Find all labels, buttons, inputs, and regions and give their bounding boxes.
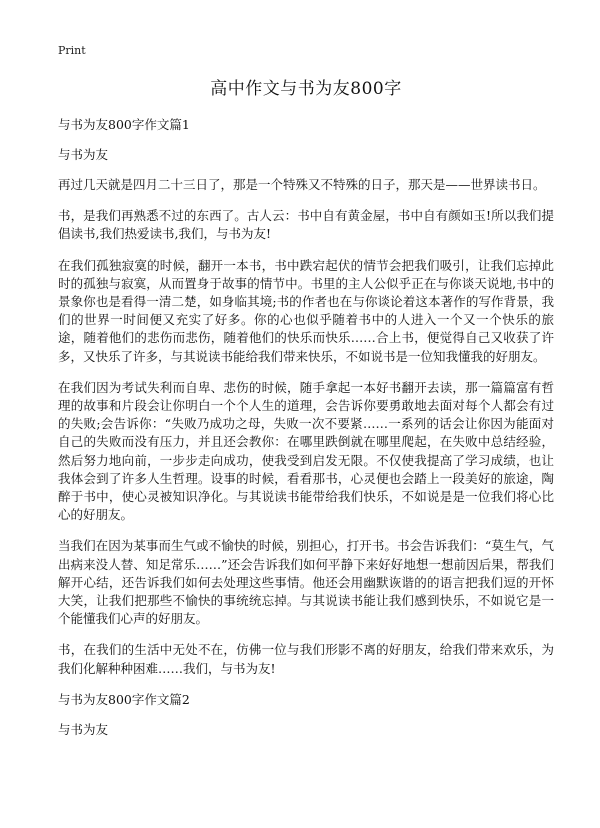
paragraph: 在我们孤独寂寞的时候，翻开一本书，书中跌宕起伏的情节会把我们吸引，让我们忘掉此时的孤独与寂寞，从而置身于故事的情节中。书里的主人公似乎正在与你谈天说地,书中的景象你也是看得一清二楚，如身临其境;书的作者也在与你谈论着这本著作的写作背景，我们的世界一时间便又充实了好多。你的心也似乎随着书中的人进入一个又一个快乐的旅途，随着他们的悲伤而悲伤，随着他们的快乐而快乐……合上书，便觉得自己又收获了许多，又快乐了许多，与其说读书能给我们带来快乐，不如说书是一位知我懂我的好朋友。 [58, 257, 554, 364]
essay-subtitle: 与书为友 [58, 721, 109, 737]
essay-section-1 [58, 116, 554, 678]
section-heading: 与书为友800字作文篇1 [58, 117, 190, 132]
document-title: 高中作文与书为友800字 [210, 79, 402, 99]
paragraph: 书，在我们的生活中无处不在，仿佛一位与我们形影不离的好朋友，给我们带来欢乐，为我们化解种种困难……我们，与书为友! [58, 642, 554, 676]
paragraph: 在我们因为考试失利而自卑、悲伤的时候，随手拿起一本好书翻开去读，那一篇篇富有哲理的故事和片段会让你明白一个个人生的道理，会告诉你要勇敢地去面对每个人都会有过的失败;会告诉你：“失败乃成功之母，失败一次不要紧……一系列的话会让你因为能面对自己的失败而没有压力，并且还会教你：在哪里跌倒就在哪里爬起，在失败中总结经验，然后努力地向前，一步步走向成功，使我受到启发无限。不仅使我提高了学习成绩，也让我体会到了许多人生哲理。设事的时候，看看那书，心灵便也会踏上一段美好的旅途，陶醉于书中，使心灵被知识净化。与其说读书能带给我们快乐，不如说是是一位我们将心比心的好朋友。 [58, 379, 554, 523]
paragraph: 再过几天就是四月二十三日了，那是一个特殊又不特殊的日子，那天是——世界读书日。 [58, 177, 546, 192]
print-label: Print [58, 44, 86, 57]
essay-subtitle: 与书为友 [58, 147, 109, 162]
essay-section-2 [58, 691, 554, 739]
section-heading: 与书为友800字作文篇2 [58, 691, 190, 707]
paragraph: 当我们在因为某事而生气或不愉快的时候，别担心，打开书。书会告诉我们：“莫生气，气出病来没人替、知足常乐……”还会告诉我们如何平静下来好好地想一想前因后果，帮我们解开心结，还告诉我们如何去处理这些事情。他还会用幽默诙谐的的语言把我们逗的开怀大笑，让我们把那些不愉快的事统统忘掉。与其说读书能让我们感到快乐，不如说它是一个能懂我们心声的好朋友。 [58, 538, 554, 627]
paragraph: 书，是我们再熟悉不过的东西了。古人云：书中自有黄金屋，书中自有颜如玉!所以我们提倡读书,我们热爱读书,我们，与书为友! [58, 208, 554, 242]
